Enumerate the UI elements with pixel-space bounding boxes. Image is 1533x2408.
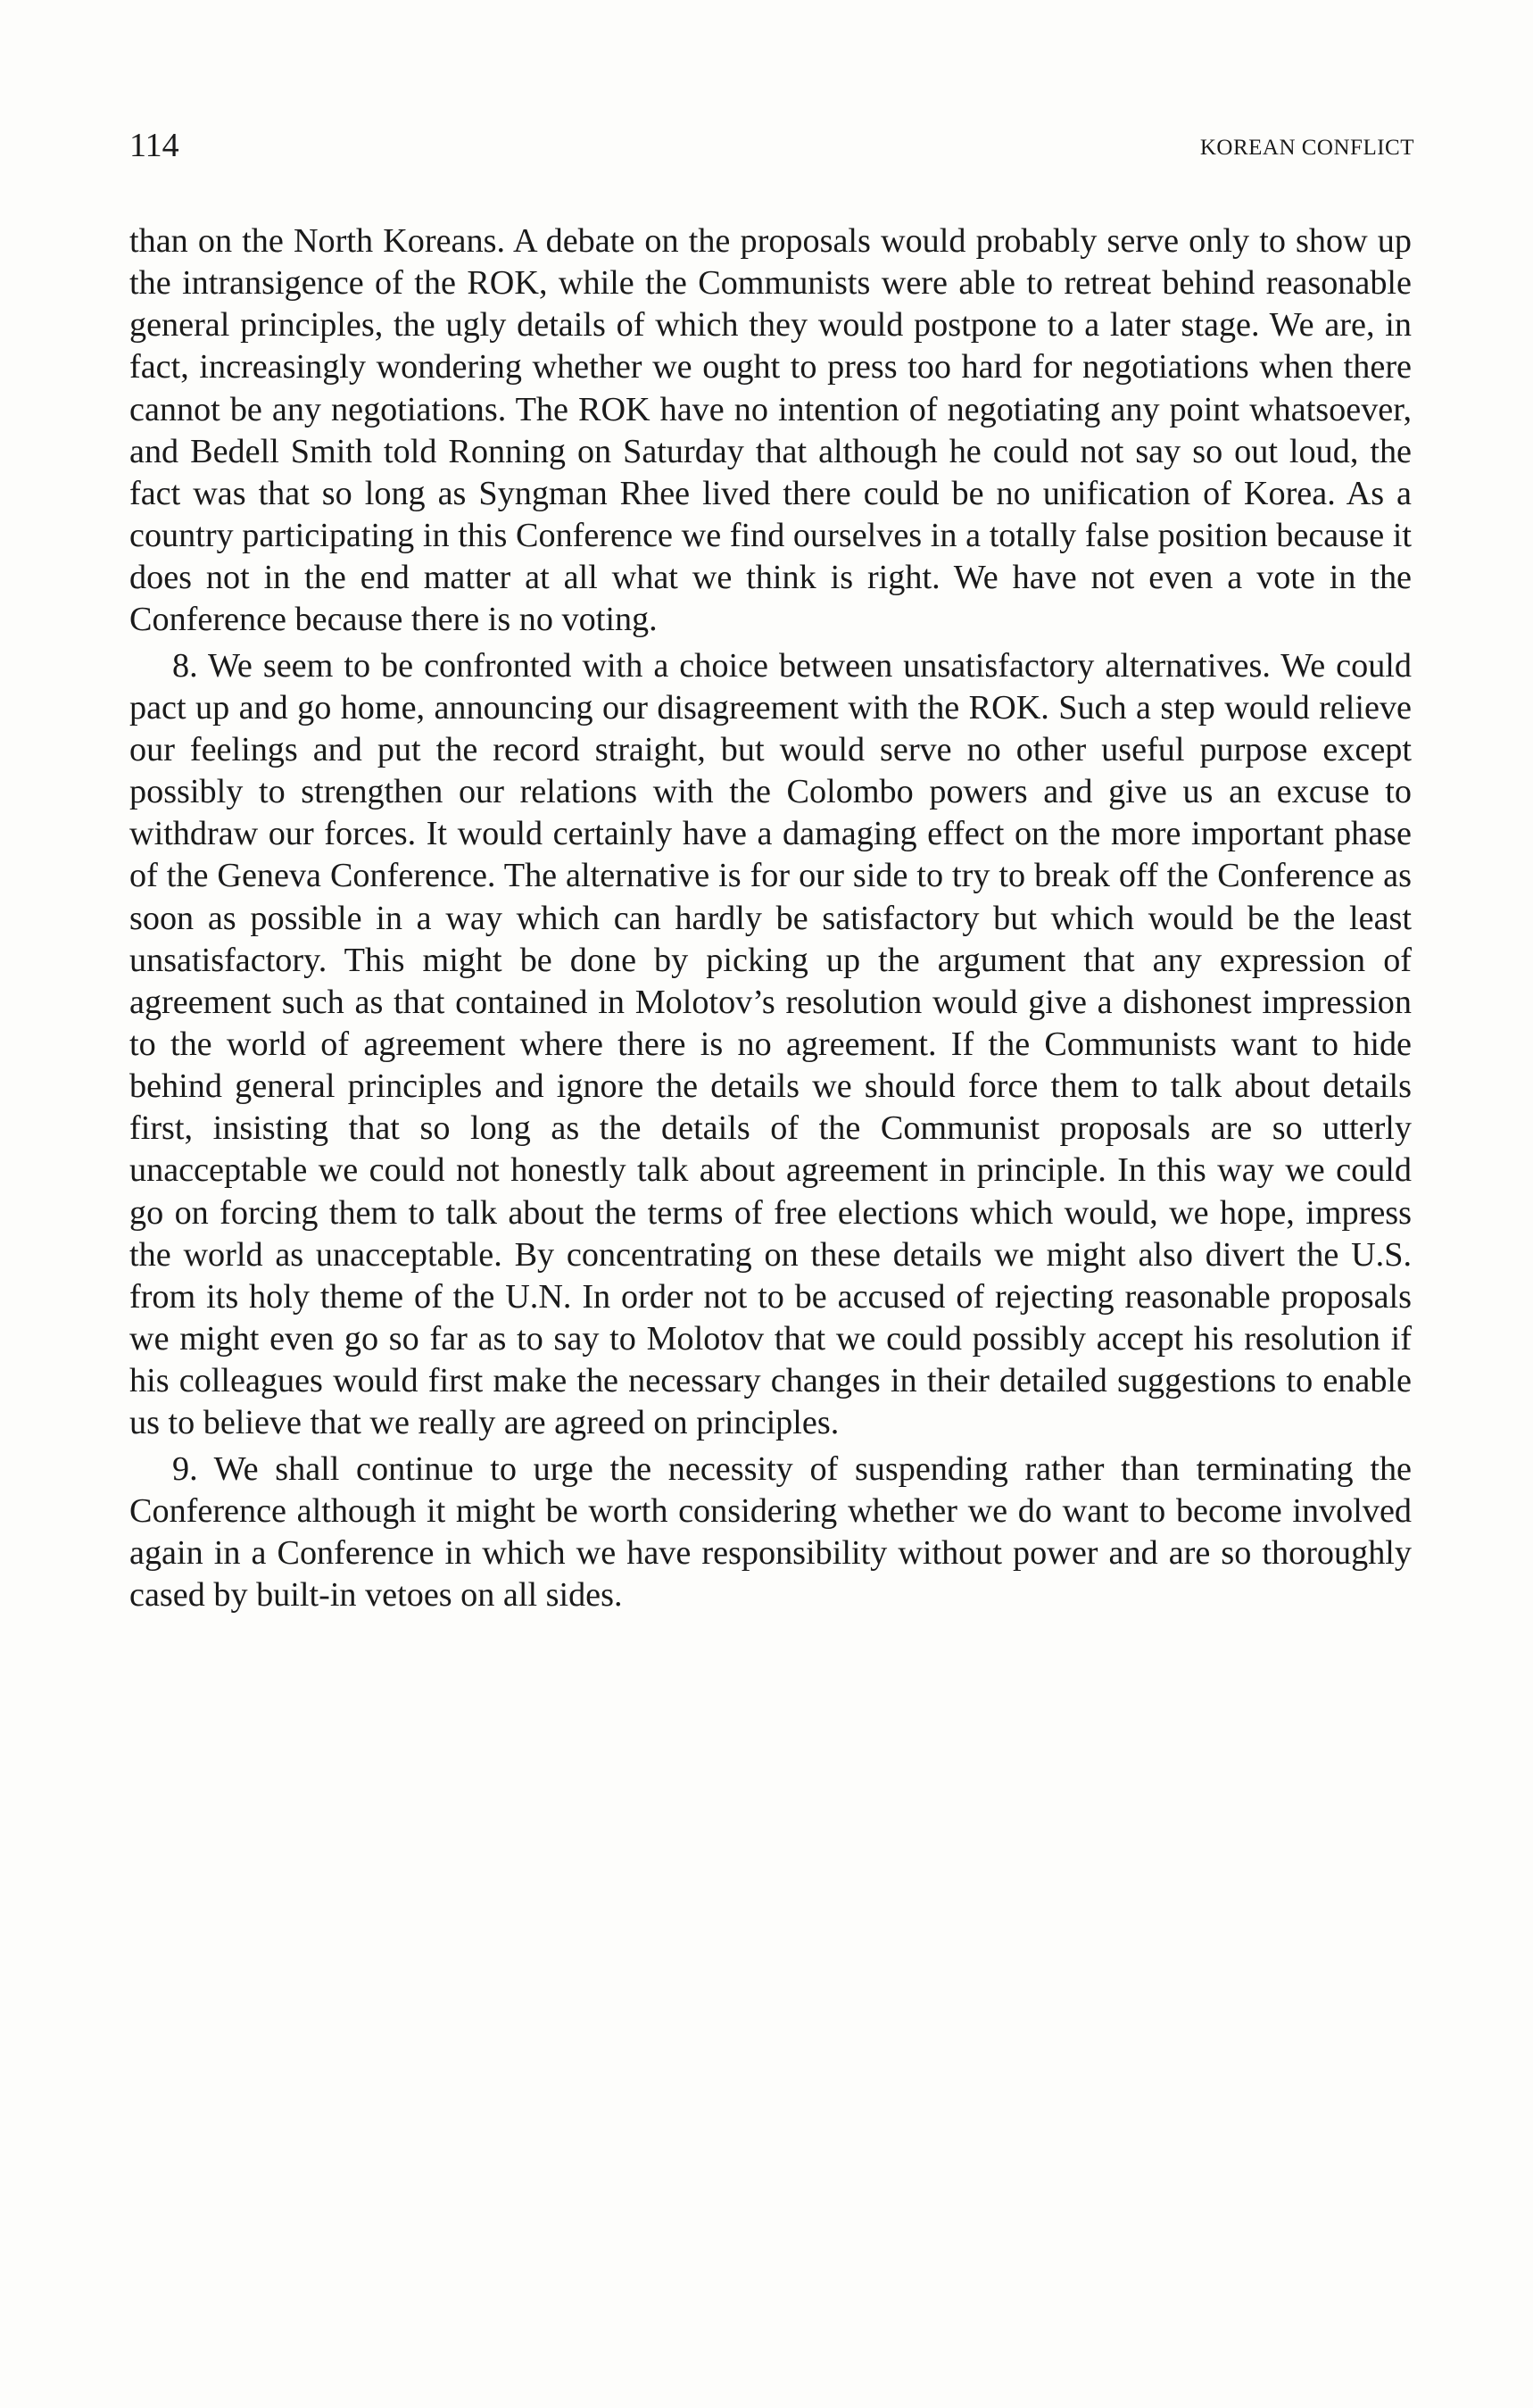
paragraph-8: 8. We seem to be confronted with a choice between unsatisfactory alternatives. We could pact up and go home, announcing our disagreement with the ROK. Such a step would relieve our feelings and put the record straight, but would serve no other useful purpose except possibly to strengthen our relations with the Colombo powers and give us an excuse to withdraw our forces. It would certainly have a damaging effect on the more important phase of the Geneva Conference. The alternative is for our side to try to break off the Conference as soon as possible in a way which can hardly be satisfactory but which would be the least unsatisfactory. This might be done by picking up the argument that any expression of agreement such as that contained in Molotov’s resolution would give a dishonest impression to the world of agreement where there is no agreement. If the Communists want to hide behind general principles and ignore the details we should force them to talk about details first, insisting that so long as the details of the Communist proposals are so utterly unacceptable we could not honestly talk about agreement in principle. In this way we could go on forcing them to talk about the terms of free elections which would, we hope, impress the world as unacceptable. By concentrating on these details we might also divert the U.S. from its holy theme of the U.N. In order not to be accused of rejecting reasonable proposals we might even go so far as to say to Molotov that we could possibly accept his resolution if his colleagues would first make the necessary changes in their detailed suggestions to enable us to believe that we really are agreed on principles. xyxy=(129,646,1412,1442)
body-text xyxy=(129,220,1412,1616)
running-head xyxy=(129,123,1414,168)
running-title: KOREAN CONFLICT xyxy=(1199,136,1414,160)
paragraph-continuation: than on the North Koreans. A debate on the proposals would probably serve only to show up the intransigence of the ROK, while the Communists were able to retreat behind reasonable general principles, the ugly details of which they would postpone to a later stage. We are, in fact, increasingly wondering whether we ought to press too hard for negotiations when there cannot be any negotiations. The ROK have no intention of negotiating any point whatsoever, and Bedell Smith told Ronning on Saturday that although he could not say so out loud, the fact was that so long as Syngman Rhee lived there could be no unification of Korea. As a country participating in this Conference we find ourselves in a totally false position because it does not in the end matter at all what we think is right. We have not even a vote in the Conference because there is no voting. xyxy=(129,222,1412,639)
paragraph-9: 9. We shall continue to urge the necessity of suspending rather than terminating the Conference although it might be worth considering whether we do want to become involved again in a Conference in which we have responsibility without power and are so thoroughly cased by built-in vetoes on all sides. xyxy=(129,1449,1412,1614)
page-number: 114 xyxy=(129,127,179,164)
